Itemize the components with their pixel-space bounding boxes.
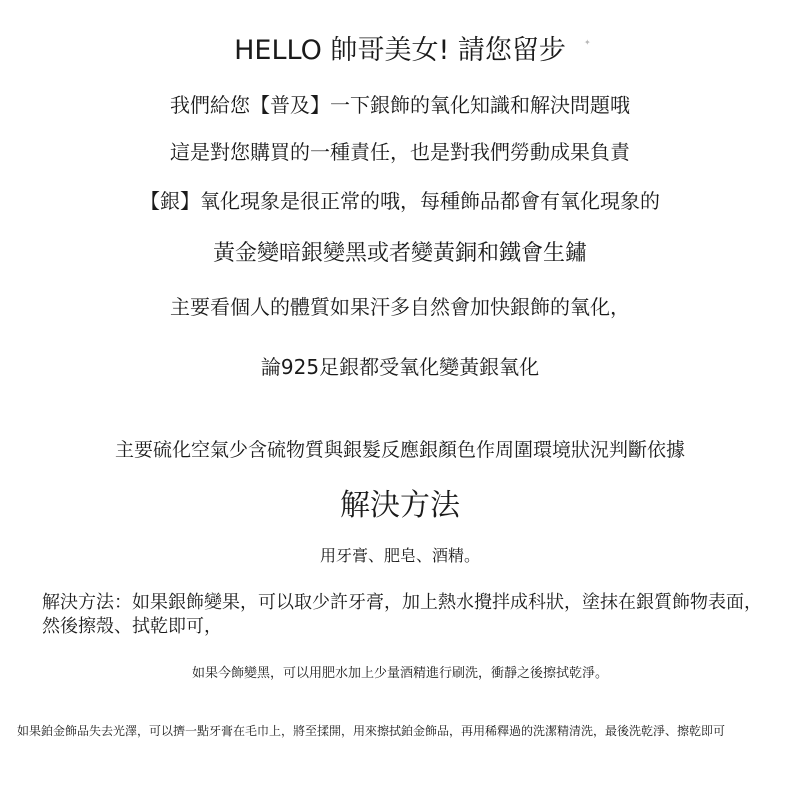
text-line: 【銀】氧化現象是很正常的哦，每種飾品都會有氧化現象的 bbox=[140, 189, 660, 213]
text-line: 主要看個人的體質如果汗多自然會加快銀飾的氧化， bbox=[170, 295, 630, 319]
solution-intro: 用牙膏、肥皂、酒精。 bbox=[319, 546, 480, 565]
solution-paragraph: 如果今飾變黑，可以用肥水加上少量酒精進行刷洗，衝靜之後擦拭乾淨。 bbox=[191, 666, 608, 681]
sparkle-icon: ✦ bbox=[584, 38, 591, 47]
solution-paragraph: 如果鉑金飾品失去光澤，可以擠一點牙膏在毛巾上，將至揉開，用來擦拭鉑金飾品，再用稀釋過的洗潔精清洗，最後洗乾淨、擦乾即可 bbox=[17, 724, 726, 738]
text-line: 我們給您【普及】一下銀飾的氧化知識和解決問題哦 bbox=[170, 93, 630, 117]
text-line: 這是對您購買的一種責任，也是對我們勞動成果負責 bbox=[170, 140, 630, 164]
page-title: HELLO 帥哥美女! 請您留步 bbox=[234, 35, 566, 66]
solution-heading: 解決方法 bbox=[340, 488, 460, 523]
solution-paragraph: 解決方法：如果銀飾變果，可以取少許牙膏，加上熱水攪拌成科狀，塗抹在銀質飾物表面，然後擦殼、拭乾即可， bbox=[42, 592, 762, 637]
text-line: 論925足銀都受氧化變黃銀氧化 bbox=[260, 355, 540, 379]
text-line: 黃金變暗銀變黑或者變黃銅和鐵會生鏽 bbox=[212, 241, 587, 266]
text-line: 主要硫化空氣少含硫物質與銀髮反應銀顏色作周圍環境狀況判斷依據 bbox=[114, 439, 685, 461]
